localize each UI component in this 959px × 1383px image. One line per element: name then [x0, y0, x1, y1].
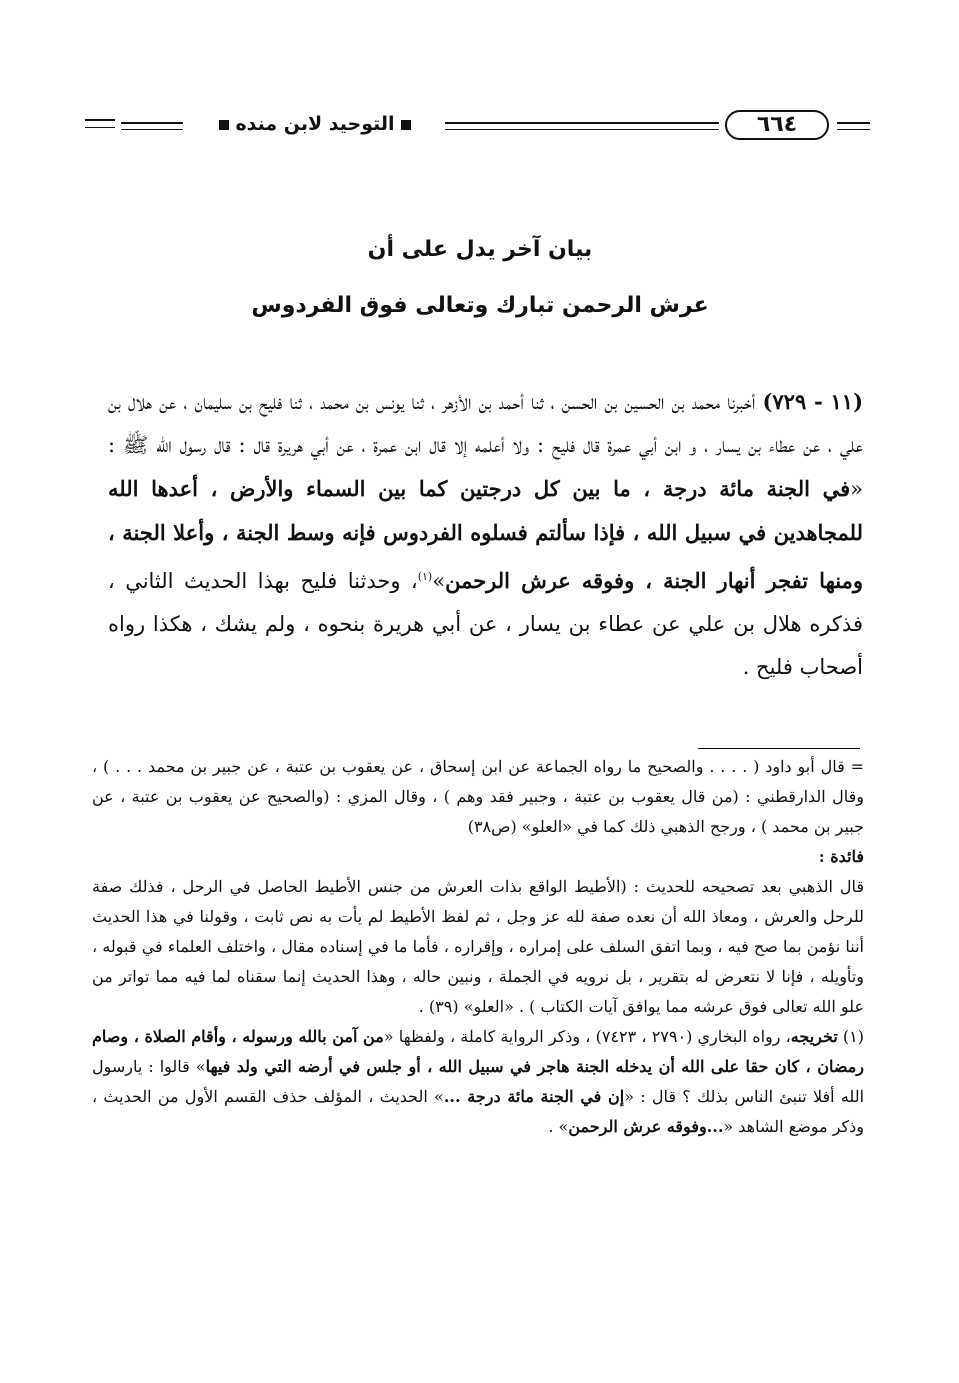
footnote-1 [92, 1022, 864, 1142]
page-header [85, 108, 870, 148]
hadith-paragraph [108, 380, 863, 689]
running-title [195, 113, 435, 135]
header-rule [85, 119, 115, 121]
footnote-1-number: (١) [842, 1027, 865, 1046]
hadith-number: (١١ - ٧٢٩) [762, 389, 863, 414]
hadith-body [108, 380, 863, 689]
header-rule [121, 122, 183, 124]
closing-quote: » [432, 569, 446, 593]
square-ornament-icon [401, 120, 411, 130]
faida-label: فائدة : [818, 847, 864, 866]
footnote-1-text: » قالوا : يارسول الله أفلا تنبئ الناس بذلك ؟ قال : « [92, 1057, 865, 1106]
header-rule [837, 122, 870, 124]
hadith-isnad: أخبرنا محمد بن الحسين بن الحسن ، ثنا أحمد بن الأزهر ، ثنا يونس بن محمد ، ثنا فليح بن سليمان ، عن هلال بن علي ، عن عطاء بن يسار ، و ابن أبي عمرة قال فليح : ولا أعلمه إلا قال ابن عمرة ، عن أبي هريرة قال : قال رسول الله ﷺ : « [108, 390, 863, 501]
footnote-reference: (١) [417, 570, 433, 583]
footnote-continuation: = قال أبو داود ( . . . . والصحيح ما رواه الجماعة عن ابن إسحاق ، عن يعقوب بن عتبة ، عن جبير بن محمد . . . ) ، وقال الدارقطني : (من قال يعقوب بن عتبة ، وجبير فقد وهم ) ، وقال المزي : (والصحيح عن يعقوب بن عتبة ، عن جبير بن محمد ) ، ورجح الذهبي ذلك كما في «العلو» (ص٣٨) [92, 757, 864, 836]
hadith-tail: ، وحدثنا فليح بهذا الحديث الثاني ، فذكره هلال بن علي عن عطاء بن يسار ، عن أبي هريرة بنحوه ، ولم يشك ، هكذا رواه أصحاب فليح . [108, 569, 863, 679]
footnote-1-quote: إن في الجنة مائة درجة ... [443, 1087, 625, 1106]
header-rule [445, 122, 719, 124]
hadith-matn: في الجنة مائة درجة ، ما بين كل درجتين كما بين السماء والأرض ، أعدها الله للمجاهدين في سبيل الله ، فإذا سألتم فسلوه الفردوس فإنه وسط الجنة ، وأعلا الجنة ، ومنها تفجر أنهار الجنة ، وفوقه عرش الرحمن [108, 476, 863, 593]
header-rule [837, 129, 870, 130]
heading-line-1: بيان آخر يدل على أن [367, 237, 593, 262]
square-ornament-icon [219, 120, 229, 130]
faida-text: قال الذهبي بعد تصحيحه للحديث : (الأطيط الواقع بذات العرش من جنس الأطيط الحاصل في الرحل ، فذلك صفة للرحل والعرش ، ومعاذ الله أن نعده صفة لله عز وجل ، ثم لفظ الأطيط لم يأت به نص ثابت ، وقولنا في هذا الحديث أننا نؤمن بما صح فيه ، وبما اتفق السلف على إمراره ، وإقراره ، فأما ما في إسناده مقال ، واختلف العلماء في قبوله ، وتأويله ، فإنا لا نتعرض له بتقرير ، بل نرويه في الجملة ، ونبين حاله ، وهذا الحديث إنما سقناه لما فيه مما تواتر من علو الله تعالى فوق عرشه مما يوافق آيات الكتاب ) . «العلو» (٣٩) . [92, 877, 864, 1016]
footnote-1-quote: من آمن بالله ورسوله ، وأقام الصلاة ، وصام رمضان ، كان حقا على الله أن يدخله الجنة هاجر في سبيل الله ، أو جلس في أرضه التي ولد فيها [92, 1027, 864, 1076]
footnote-1-text: » . [548, 1117, 569, 1136]
running-title-text: التوحيد لابن منده [235, 113, 395, 135]
footnotes [92, 752, 864, 1142]
footnote-1-label: تخريجه [790, 1027, 838, 1046]
heading-line-2: عرش الرحمن تبارك وتعالى فوق الفردوس [251, 293, 709, 318]
footnote-separator [698, 748, 860, 749]
header-rule [85, 127, 115, 128]
footnote-1-quote: ...وفوقه عرش الرحمن [568, 1117, 724, 1136]
footnote-1-text: » الحديث ، المؤلف حذف القسم الأول من الحديث ، وذكر موضع الشاهد « [92, 1087, 864, 1136]
footnote-1-text: ، رواه البخاري (٢٧٩٠ ، ٧٤٢٣) ، وذكر الرواية كاملة ، ولفظها « [383, 1027, 791, 1046]
section-heading [160, 222, 800, 334]
page-number: ٦٦٤ [725, 110, 829, 140]
header-rule [445, 129, 719, 130]
header-rule [121, 129, 183, 130]
